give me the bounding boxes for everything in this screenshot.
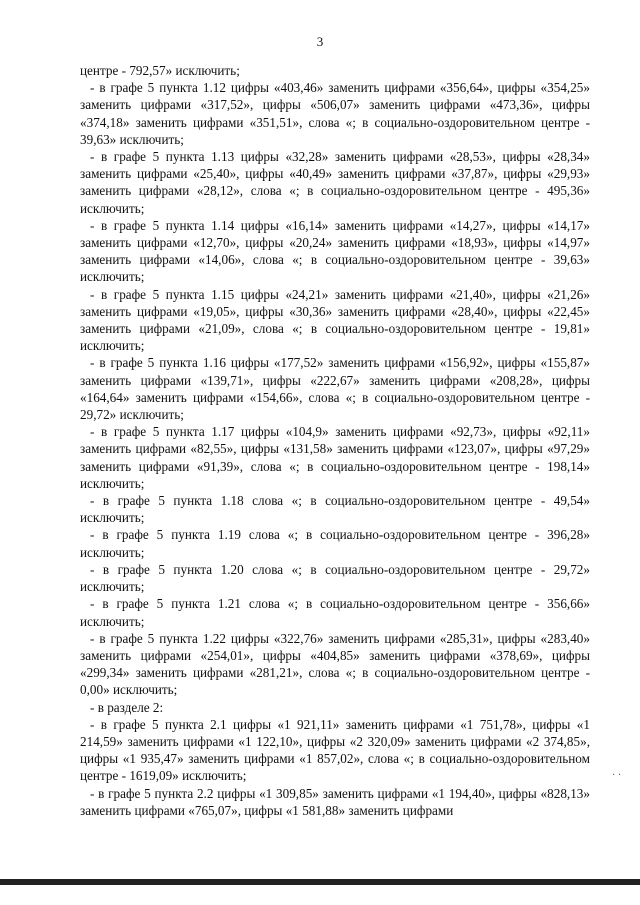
- paragraph: - в графе 5 пункта 1.12 цифры «403,46» заменить цифрами «356,64», цифры «354,25» заменить цифрами «317,52», цифры «506,07» заменить цифрами «473,36», цифры «374,18» заменить цифрами «351,51», слова «; в социально-оздоровительном центре - 39,63» исключить;: [80, 80, 590, 147]
- paragraph: - в графе 5 пункта 1.20 слова «; в социально-оздоровительном центре - 29,72» исключить;: [80, 561, 590, 595]
- paragraph: - в графе 5 пункта 1.19 слова «; в социально-оздоровительном центре - 396,28» исключить;: [80, 527, 590, 560]
- paragraph: - в графе 5 пункта 1.22 цифры «322,76» заменить цифрами «285,31», цифры «283,40» заменить цифрами «254,01», цифры «404,85» заменить цифрами «378,69», цифры «299,34» заменить цифрами «281,21», слова «; в социально-оздоровительном центре - 0,00» исключить;: [80, 630, 590, 698]
- paragraph: - в графе 5 пункта 2.1 цифры «1 921,11» заменить цифрами «1 751,78», цифры «1 214,59» заменить цифрами «1 122,10», цифры «2 320,09» заменить цифрами «2 374,85», цифры «1 935,47» заменить цифрами «1 857,02», слова «; в социально-оздоровительном центре - 1619,09» исключить;: [80, 716, 590, 784]
- footer-rule: [0, 879, 640, 885]
- document-body: [80, 62, 590, 819]
- page-number: 3: [316, 34, 324, 49]
- paragraph: - в графе 5 пункта 1.15 цифры «24,21» заменить цифрами «21,40», цифры «21,26» заменить цифрами «19,05», цифры «30,36» заменить цифрами «28,40», цифры «22,45» заменить цифрами «21,09», слова «; в социально-оздоровительном центре - 19,81» исключить;: [80, 286, 590, 354]
- paragraph: центре - 792,57» исключить;: [80, 63, 240, 78]
- paragraph: - в разделе 2:: [90, 699, 164, 715]
- paragraph: - в графе 5 пункта 1.14 цифры «16,14» заменить цифрами «14,27», цифры «14,17» заменить цифрами «12,70», цифры «20,24» заменить цифрами «18,93», цифры «14,97» заменить цифрами «14,06», слова «; в социально-оздоровительном центре - 39,63» исключить;: [80, 217, 590, 285]
- margin-mark: · ·: [612, 770, 622, 781]
- paragraph: - в графе 5 пункта 2.2 цифры «1 309,85» заменить цифрами «1 194,40», цифры «828,13» заменить цифрами «765,07», цифры «1 581,88» заменить цифрами: [80, 785, 590, 818]
- paragraph: - в графе 5 пункта 1.21 слова «; в социально-оздоровительном центре - 356,66» исключить;: [80, 596, 590, 629]
- paragraph: - в графе 5 пункта 1.17 цифры «104,9» заменить цифрами «92,73», цифры «92,11» заменить цифрами «82,55», цифры «131,58» заменить цифрами «123,07», цифры «97,29» заменить цифрами «91,39», слова «; в социально-оздоровительном центре - 198,14» исключить;: [80, 424, 590, 491]
- paragraph: - в графе 5 пункта 1.16 цифры «177,52» заменить цифрами «156,92», цифры «155,87» заменить цифрами «139,71», цифры «222,67» заменить цифрами «208,28», цифры «164,64» заменить цифрами «154,66», слова «; в социально-оздоровительном центре - 29,72» исключить;: [80, 355, 590, 423]
- paragraph: - в графе 5 пункта 1.18 слова «; в социально-оздоровительном центре - 49,54» исключить;: [80, 493, 590, 526]
- paragraph: - в графе 5 пункта 1.13 цифры «32,28» заменить цифрами «28,53», цифры «28,34» заменить цифрами «25,40», цифры «40,49» заменить цифрами «37,87», цифры «29,93» заменить цифрами «28,12», слова «; в социально-оздоровительном центре - 495,36» исключить;: [80, 149, 590, 216]
